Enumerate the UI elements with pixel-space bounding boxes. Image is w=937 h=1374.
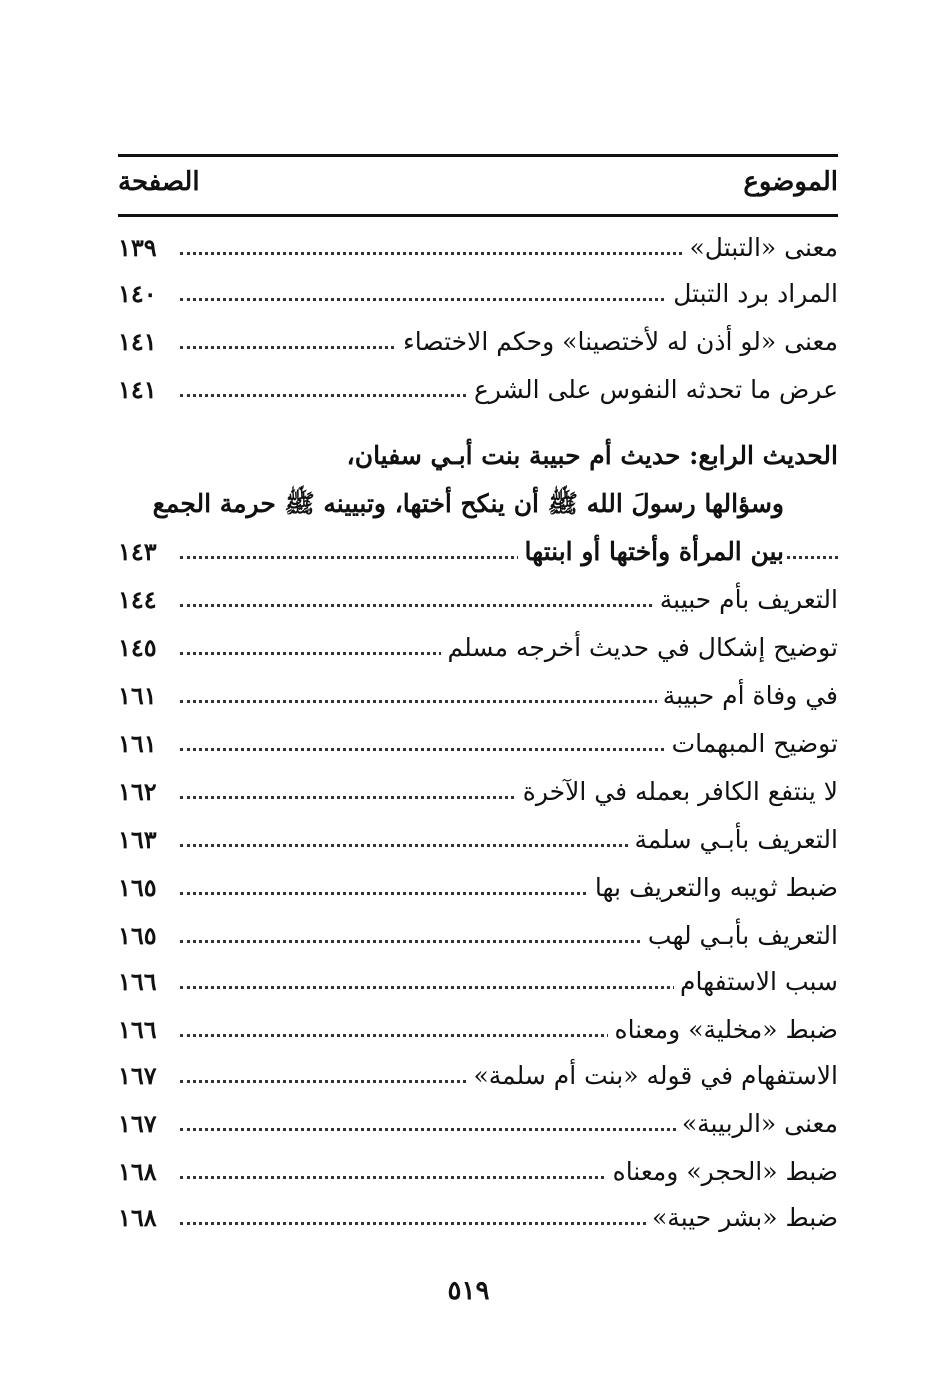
toc-entry-title: التعريف بأبـي سلمة xyxy=(629,820,838,860)
toc-entry-page: ١٦٢ xyxy=(118,777,157,806)
toc-entry-page: ١٦٨ xyxy=(118,1157,157,1186)
toc-row xyxy=(118,580,838,620)
toc-entry-title: توضيح المبهمات xyxy=(666,724,838,764)
toc-entry-title: معنى «الربيبة» xyxy=(676,1104,838,1144)
header-rule xyxy=(118,214,838,217)
toc-entry-page: ١٣٩ xyxy=(118,233,157,262)
section-heading-text: الحديث الرابع: حديث أم حبيبة بنت أبـي سفيان، xyxy=(346,441,838,470)
toc-row xyxy=(118,962,838,1002)
toc-row xyxy=(118,676,838,716)
toc-entry-title: المراد برد التبتل xyxy=(667,274,838,314)
section-heading-line-2 xyxy=(118,484,838,524)
toc-row xyxy=(118,1198,838,1238)
toc-entry-title: الاستفهام في قوله «بنت أم سلمة» xyxy=(467,1056,838,1096)
toc-entry-title: ضبط «مخلية» ومعناه xyxy=(608,1010,838,1050)
toc-row xyxy=(118,1056,838,1096)
toc-row xyxy=(118,724,838,764)
page-column-label: الصفحة xyxy=(118,167,200,197)
toc-row xyxy=(118,820,838,860)
toc-entry-title: في وفاة أم حبيبة xyxy=(657,676,838,716)
toc-entry-page: ١٦٥ xyxy=(118,873,157,902)
toc-row xyxy=(118,628,838,668)
toc-entry-title: معنى «التبتل» xyxy=(684,228,839,268)
toc-entry-page: ١٦١ xyxy=(118,681,157,710)
toc-entry-title: ضبط «بشر حيبة» xyxy=(646,1198,838,1238)
toc-row xyxy=(118,532,838,572)
section-heading-text: وسؤالها رسولَ الله ﷺ أن ينكح أختها، وتبيينه ﷺ حرمة الجمع xyxy=(152,489,784,518)
toc-entry-page: ١٦٧ xyxy=(118,1061,157,1090)
toc-row xyxy=(118,228,838,268)
top-rule xyxy=(118,154,838,157)
section-heading-line-1 xyxy=(118,436,838,476)
toc-entry-page: ١٦٨ xyxy=(118,1203,157,1232)
page-number: ٥١٩ xyxy=(447,1276,490,1306)
toc-entry-title: عرض ما تحدثه النفوس على الشرع xyxy=(468,370,838,410)
toc-entry-page: ١٦٦ xyxy=(118,967,157,996)
toc-entry-title: معنى «لو أذن له لأختصينا» وحكم الاختصاء xyxy=(397,322,838,362)
toc-row xyxy=(118,772,838,812)
toc-row xyxy=(118,274,838,314)
toc-entry-page: ١٤٠ xyxy=(118,279,157,308)
section-heading-text: بين المرأة وأختها أو ابنتها xyxy=(518,532,784,572)
toc-entry-page: ١٤٣ xyxy=(118,537,157,566)
toc-entry-page: ١٦٦ xyxy=(118,1015,157,1044)
toc-row xyxy=(118,916,838,956)
toc-row xyxy=(118,370,838,410)
toc-entry-title: التعريف بأم حبيبة xyxy=(654,580,838,620)
toc-entry-title: التعريف بأبـي لهب xyxy=(642,916,838,956)
toc-row xyxy=(118,868,838,908)
toc-row xyxy=(118,1010,838,1050)
toc-row xyxy=(118,1104,838,1144)
toc-entry-title: ضبط «الحجر» ومعناه xyxy=(607,1152,838,1192)
toc-entry-title: سبب الاستفهام xyxy=(674,962,838,1002)
toc-entry-title: توضيح إشكال في حديث أخرجه مسلم xyxy=(441,628,838,668)
toc-entry-page: ١٦٣ xyxy=(118,825,157,854)
toc-entry-page: ١٤١ xyxy=(118,327,157,356)
topic-column-label: الموضوع xyxy=(743,167,838,197)
toc-row xyxy=(118,322,838,362)
toc-entry-page: ١٦٥ xyxy=(118,921,157,950)
toc-row xyxy=(118,1152,838,1192)
toc-entry-page: ١٦١ xyxy=(118,729,157,758)
toc-entry-page: ١٤١ xyxy=(118,375,157,404)
table-header xyxy=(118,165,838,205)
toc-entry-page: ١٦٧ xyxy=(118,1109,157,1138)
toc-entry-title: ضبط ثويبه والتعريف بها xyxy=(589,868,838,908)
toc-entry-page: ١٤٥ xyxy=(118,633,157,662)
toc-entry-title: لا ينتفع الكافر بعمله في الآخرة xyxy=(517,772,838,812)
toc-entry-page: ١٤٤ xyxy=(118,585,157,614)
